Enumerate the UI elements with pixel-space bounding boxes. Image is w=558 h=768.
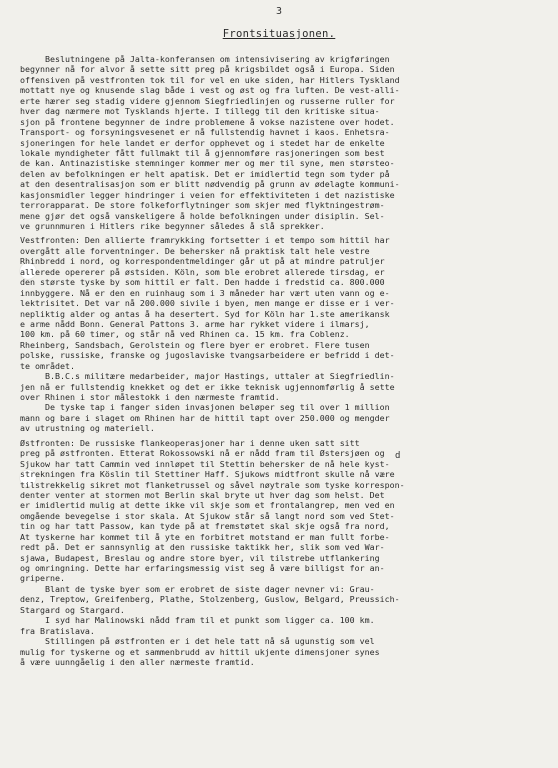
document-body <box>20 54 544 667</box>
text-line: omgående bevegelse i stor skala. At Sjukow står så langt nord som ved Stet- <box>20 510 395 521</box>
text-line: tin og har tatt Passow, kan tyde på at fremstøtet skal skje også fra nord, <box>20 521 390 532</box>
text-line: Stargard og Stargard. <box>20 604 125 615</box>
text-line: kasjonsmidler legger hindringer i veien for effektiviteten i det nazistiske <box>20 189 395 200</box>
text-line: e arme nådd Bonn. General Pattons 3. arme har rykket videre i ilmarsj, <box>20 318 370 329</box>
text-line: Stillingen på østfronten er i det hele tatt nå så ugunstig som vel <box>20 636 375 647</box>
text-line: av utrustning og materiell. <box>20 423 155 434</box>
text-line: griperne. <box>20 573 65 584</box>
text-line: 100 km. på 60 timer, og står nå ved Rhinen ca. 15 km. fra Coblenz. <box>20 329 350 340</box>
page-title: Frontsituasjonen. <box>222 28 336 40</box>
text-line: Østfronten: De russiske flankeoperasjoner har i denne uken satt sitt <box>20 437 360 448</box>
text-line: begynner nå for alvor å sette sitt preg på krigsbildet også i Europa. Siden <box>20 64 395 75</box>
text-line: innbyggere. Nå er den en ruinhaug som i 3 måneder har vært uten vann og e- <box>20 287 390 298</box>
paragraph-vestfronten <box>20 235 544 371</box>
text-line: at den desentralisasjon som er blitt nødvendig på grunn av ødelagte kommuni- <box>20 179 400 190</box>
paragraph-tap <box>20 402 544 433</box>
text-line: mottatt nye og knusende slag både i vest og øst og fra luften. De vest-alli- <box>20 85 400 96</box>
text-line: polske, russiske, franske og jugoslaviske tvangsarbeidere er befridd i det- <box>20 350 395 361</box>
paragraph-byer <box>20 584 544 615</box>
text-line: Beslutningene på Jalta-konferansen om intensivisering av krigføringen <box>20 54 390 64</box>
text-line: Blant de tyske byer som er erobret de siste dager nevner vi: Grau- <box>20 583 375 594</box>
text-line: terrorapparat. De store folkeforflytninger som skjer med flyktningestrøm- <box>20 200 385 211</box>
text-line: Sjukow har tatt Cammin ved innløpet til Stettin behersker de nå hele kyst- <box>20 458 390 469</box>
text-line: mulig for tyskerne og et sammenbrudd av hittil ukjente dimensjoner synes <box>20 646 380 657</box>
text-line: denter venter at stormen mot Berlin skal bryte ut hver dag som helst. Det <box>20 489 385 500</box>
text-line: B.B.C.s militære medarbeider, major Hastings, uttaler at Siegfriedlin- <box>20 371 395 382</box>
text-line: og omringning. Dette har erfaringsmessig vist seg å være billigst for an- <box>20 563 385 573</box>
text-line: sjawa, Budapest, Breslau og andre store byer, vil tilstrebe utflankering <box>20 552 380 563</box>
text-line: fra Bratislava. <box>20 625 95 636</box>
text-line: denz, Treptow, Greifenberg, Plathe, Stolzenberg, Guslow, Belgard, Preussich- <box>20 594 400 605</box>
text-line: mene gjør det også vanskeligere å holde befolkningen under disiplin. Sel- <box>20 210 385 221</box>
text-line: nepliktig alder og antas å ha desertert. Syd for Köln har 1.ste amerikansk <box>20 308 390 319</box>
text-line: I syd har Malinowski nådd fram til et punkt som ligger ca. 100 km. <box>20 615 375 626</box>
paragraph-intro <box>20 54 544 231</box>
text-line: Vestfronten: Den allierte framrykking fortsetter i et tempo som hittil har <box>20 235 390 246</box>
text-line: lektrisitet. Det var nå 200.000 sivile i byen, men mange er disse er i ver- <box>20 298 395 309</box>
text-line: å være uunngåelig i den aller nærmeste framtid. <box>20 656 255 667</box>
margin-mark: d <box>395 451 401 461</box>
text-line: ve grunnmuren i Hitlers rike begynner således å slå sprekker. <box>20 221 325 231</box>
text-line: delen av befolkningen er helt apatisk. Det er imidlertid tegn som tyder på <box>20 168 390 179</box>
text-line: te området. <box>20 360 75 371</box>
text-line: Transport- og forsyningsvesenet er nå fullstendig havnet i kaos. Enhetsra- <box>20 127 390 138</box>
text-line: At tyskerne har kommet til å yte en forbitret motstand er man fullt forbe- <box>20 531 390 542</box>
text-line: jen nå er fullstendig knekket og det er ikke teknisk ugjennomførlig å sette <box>20 381 395 392</box>
text-line: erte hærer seg stadig videre gjennom Siegfriedlinjen og russerne ruller for <box>20 95 395 106</box>
text-line: De tyske tap i fanger siden invasjonen beløper seg til over 1 million <box>20 402 390 413</box>
text-line: hver dag nærmere mot Tysklands hjerte. I tillegg til den kritiske situa- <box>20 106 380 117</box>
text-line: overgått alle forventninger. De behersker nå praktisk talt hele vestre <box>20 245 370 256</box>
paragraph-syd <box>20 615 544 636</box>
text-line: sjoneringen for hele landet er derfor opphevet og i stedet har de enkelte <box>20 137 385 148</box>
text-line: preg på østfronten. Etterat Rokossowski nå er nådd fram til Østersjøen og <box>20 448 385 459</box>
page-number: 3 <box>275 6 283 17</box>
paragraph-bbc <box>20 371 544 402</box>
text-line: strekningen fra Köslin til Stettiner Haff. Sjukows midtfront skulle nå være <box>20 469 395 480</box>
text-line: sjon på frontene begynner de indre problemene å vokse nazistene over hodet. <box>20 116 395 127</box>
text-line: offensiven på vestfronten tok til for vel en uke siden, har Hitlers Tyskland <box>20 74 400 85</box>
text-line: mann og bare i slaget om Rhinen har de hittil tapt over 250.000 og mengder <box>20 412 390 423</box>
paragraph-stillingen <box>20 636 544 667</box>
text-line: lokale myndigheter fått fullmakt til å gjennomføre rasjoneringen som best <box>20 147 385 158</box>
text-line: redt på. Det er sannsynlig at den russiske taktikk her, slik som ved War- <box>20 542 385 553</box>
text-line: Rhinbredd i nord, og korrespondentmeldinger går ut på at mindre patruljer <box>20 256 385 267</box>
text-line: Rheinberg, Sandsbach, Gerolstein og flere byer er erobret. Flere tusen <box>20 339 370 350</box>
text-line: tilstrekkelig sikret mot flanketrussel og såvel nøytrale som tyske korrespon- <box>20 479 405 490</box>
paragraph-ostfronten <box>20 438 544 584</box>
text-line: den største tyske by som hittil er falt. Den hadde i fredstid ca. 800.000 <box>20 277 385 288</box>
text-line: over Rhinen i stor målestokk i den nærmeste framtid. <box>20 392 280 402</box>
text-line: allerede opererer på østsiden. Köln, som ble erobret allerede tirsdag, er <box>20 266 385 277</box>
text-line: de kan. Antinazistiske stemninger kommer mer og mer til syne, men størsteo- <box>20 158 395 169</box>
text-line: er imidlertid mulig at dette ikke vil skje som et frontalangrep, men ved en <box>20 500 395 511</box>
